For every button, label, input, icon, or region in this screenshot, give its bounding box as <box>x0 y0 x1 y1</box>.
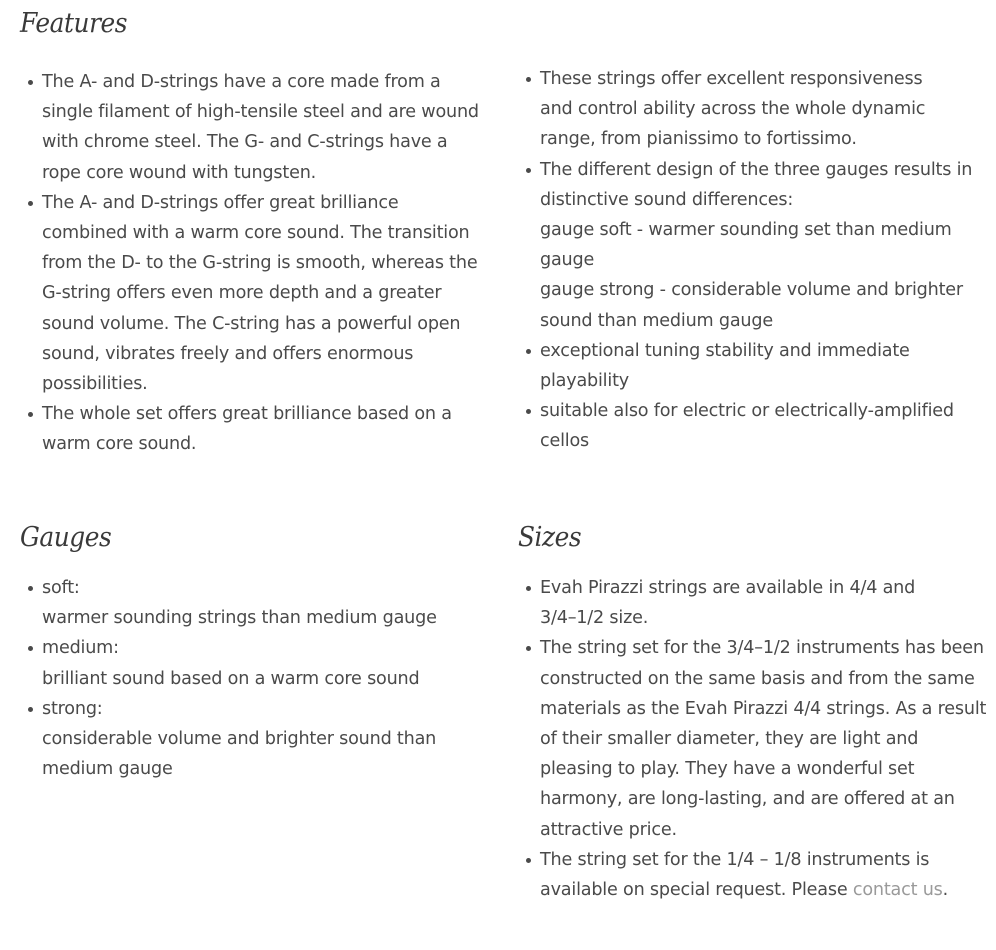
gauge-label: strong: <box>42 698 103 719</box>
list-item: The string set for the 3/4–1/2 instruments has been constructed on the same basis and from the same materials as the Evah Pirazzi 4/4 strings. As a result of their smaller diameter, they are light and pleasing to play. They have a wonderful set harmony, are long-lasting, and are offered at an attractive price. <box>518 633 990 844</box>
sizes-list <box>518 573 988 905</box>
list-item <box>518 155 980 336</box>
list-item: exceptional tuning stability and immediate playability <box>518 336 920 396</box>
gauges-section <box>20 522 490 784</box>
features-heading: Features <box>20 8 128 39</box>
gauge-desc: brilliant sound based on a warm core sound <box>42 668 420 689</box>
gauge-strong-line: gauge strong - considerable volume and brighter sound than medium gauge <box>540 280 963 331</box>
list-item: suitable also for electric or electrically-amplified cellos <box>518 396 960 456</box>
period: . <box>942 880 949 901</box>
list-item: The whole set offers great brilliance based on a warm core sound. <box>20 399 462 459</box>
features-section <box>20 8 490 460</box>
features-list-right <box>518 64 988 457</box>
list-item <box>518 845 980 905</box>
gauge-soft-line: gauge soft - warmer sounding set than medium gauge <box>540 220 952 271</box>
sizes-section <box>518 522 988 905</box>
gauge-label: medium: <box>42 638 119 659</box>
contact-us-link[interactable]: contact us <box>852 880 943 901</box>
list-item <box>20 694 462 785</box>
list-item: The A- and D-strings offer great brilliance combined with a warm core sound. The transition from the D- to the G-string is smooth, whereas the G-string offers even more depth and a greater sound volume. The C-string has a powerful open sound, vibrates freely and offers enormous possibilities. <box>20 188 482 399</box>
gauges-heading: Gauges <box>20 522 112 553</box>
features-list-left <box>20 67 490 460</box>
sizes-heading: Sizes <box>518 522 582 553</box>
gauge-label: soft: <box>42 578 80 598</box>
gauges-list <box>20 573 490 784</box>
gauges-intro: The different design of the three gauges results in distinctive sound differences: <box>540 159 973 210</box>
special-request-text: The string set for the 1/4 – 1/8 instruments is available on special request. Please <box>540 849 930 901</box>
list-item <box>20 633 490 693</box>
gauge-desc: considerable volume and brighter sound than medium gauge <box>42 729 437 780</box>
list-item: Evah Pirazzi strings are available in 4/4 and 3/4–1/2 size. <box>518 573 940 633</box>
list-item: The A- and D-strings have a core made from a single filament of high-tensile steel and are wound with chrome steel. The G- and C-strings have a rope core wound with tungsten. <box>20 67 482 188</box>
features-list-right-container <box>518 64 988 457</box>
list-item <box>20 573 490 633</box>
list-item: These strings offer excellent responsiveness and control ability across the whole dynamic range, from pianissimo to fortissimo. <box>518 64 960 155</box>
gauge-desc: warmer sounding strings than medium gauge <box>42 608 437 629</box>
